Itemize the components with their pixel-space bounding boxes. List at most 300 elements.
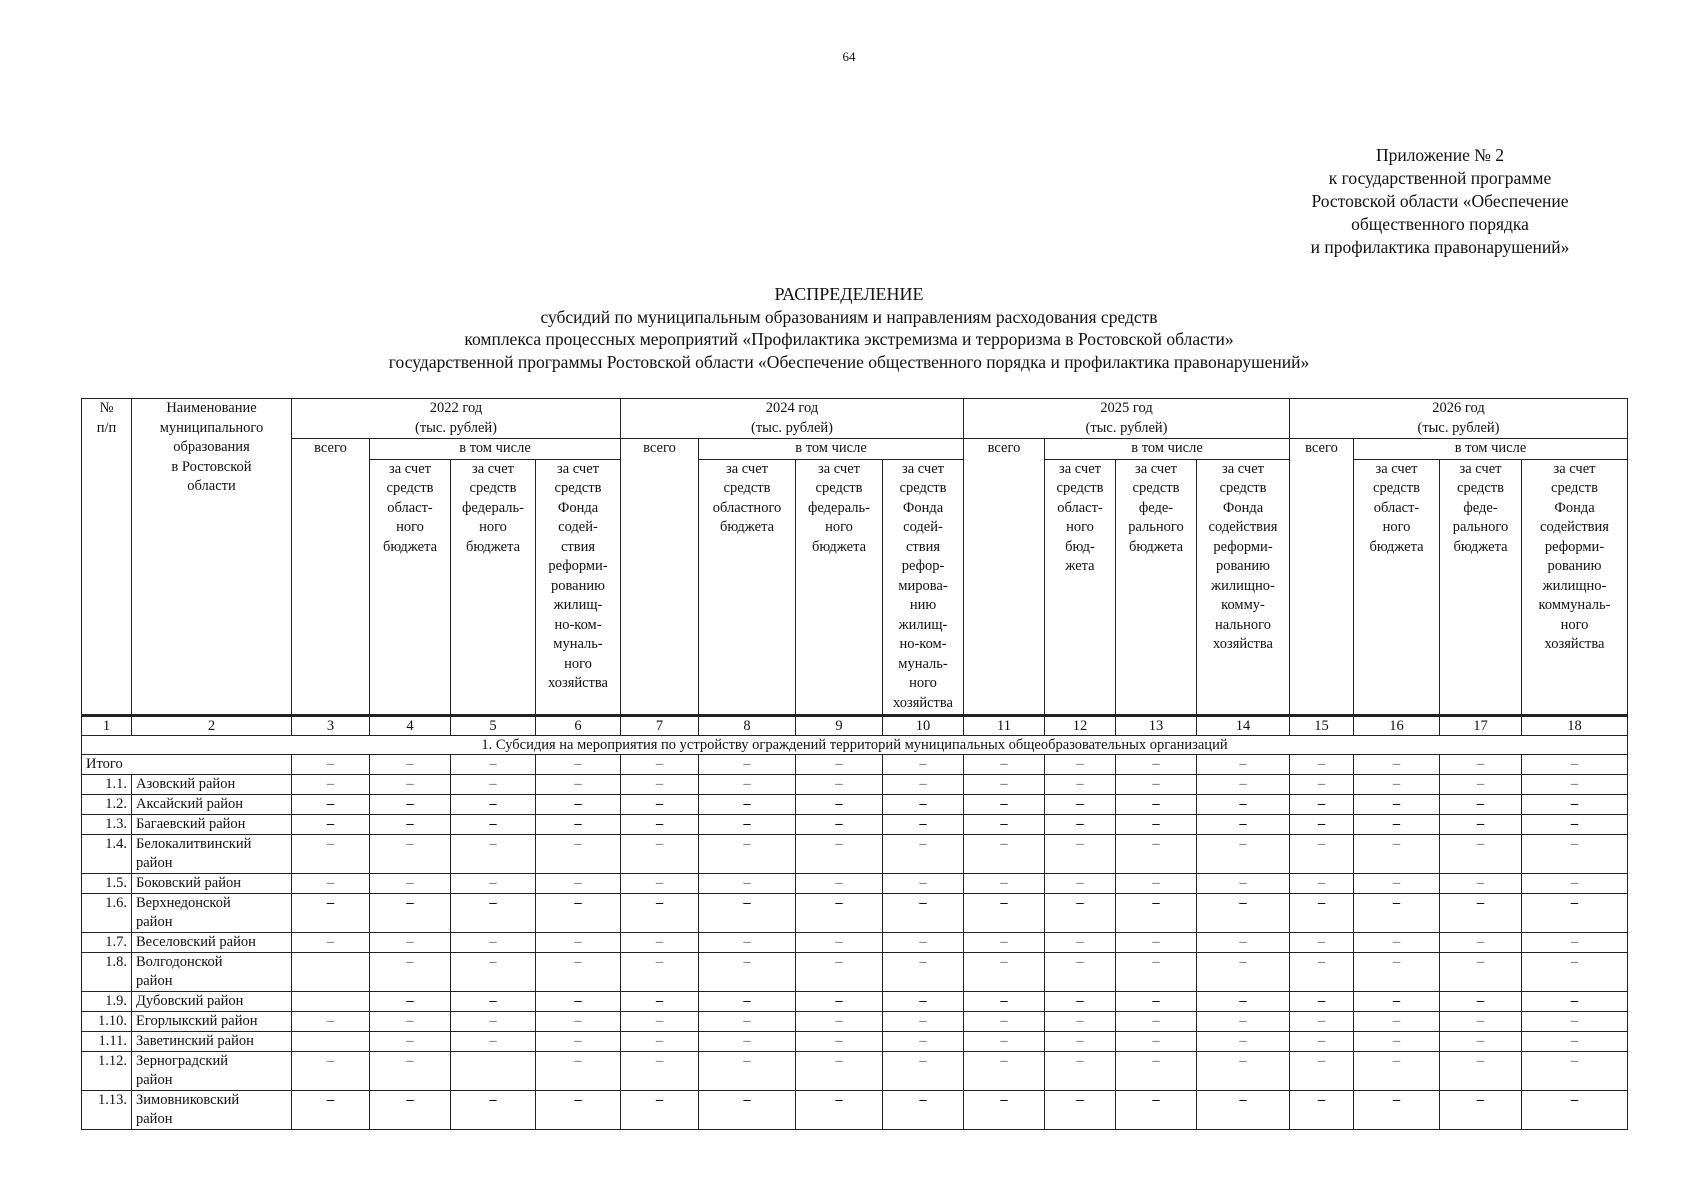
table-cell: – — [292, 1011, 370, 1031]
table-cell: – — [536, 1051, 621, 1090]
table-cell: – — [621, 1031, 699, 1051]
table-cell: – — [1522, 1031, 1628, 1051]
table-cell: – — [536, 952, 621, 991]
table-cell: – — [883, 814, 964, 834]
table-cell: – — [370, 814, 451, 834]
table-cell: – — [1522, 932, 1628, 952]
table-cell: – — [292, 1051, 370, 1090]
table-cell: – — [883, 754, 964, 774]
table-cell: – — [1354, 991, 1440, 1011]
table-cell: – — [1197, 1031, 1290, 1051]
table-cell: – — [1522, 1090, 1628, 1129]
table-cell: – — [796, 873, 883, 893]
table-cell: – — [1354, 1051, 1440, 1090]
row-district-name: Дубовский район — [132, 991, 292, 1011]
table-cell: – — [292, 1090, 370, 1129]
row-number: 1.12. — [82, 1051, 132, 1090]
table-cell: – — [1197, 1011, 1290, 1031]
table-cell: – — [621, 893, 699, 932]
column-number: 8 — [699, 715, 796, 735]
table-row — [82, 991, 1628, 1011]
table-row — [82, 1090, 1628, 1129]
table-cell: – — [964, 794, 1045, 814]
table-cell: – — [536, 932, 621, 952]
header-regional-budget: за счет средств областного бюджета — [699, 459, 796, 715]
table-cell: – — [370, 794, 451, 814]
table-cell: – — [1116, 1031, 1197, 1051]
table-cell: – — [621, 754, 699, 774]
table-cell: – — [536, 1090, 621, 1129]
table-cell: – — [699, 1051, 796, 1090]
column-number: 13 — [1116, 715, 1197, 735]
table-cell: – — [1197, 834, 1290, 873]
table-cell: – — [964, 1051, 1045, 1090]
table-cell: – — [964, 774, 1045, 794]
table-cell: – — [883, 794, 964, 814]
appendix-line: к государственной программе — [1328, 168, 1552, 188]
table-cell: – — [1522, 814, 1628, 834]
table-cell: – — [964, 952, 1045, 991]
table-row — [82, 932, 1628, 952]
header-total: всего — [621, 439, 699, 716]
row-number: 1.10. — [82, 1011, 132, 1031]
table-cell: – — [292, 774, 370, 794]
table-cell: – — [536, 1031, 621, 1051]
page-number: 64 — [842, 49, 856, 64]
table-cell: – — [1116, 893, 1197, 932]
table-cell: – — [1045, 774, 1116, 794]
column-number: 10 — [883, 715, 964, 735]
table-cell: – — [370, 873, 451, 893]
table-cell: – — [1045, 991, 1116, 1011]
table-cell: – — [1440, 834, 1522, 873]
table-cell: – — [621, 1011, 699, 1031]
table-cell: – — [1440, 873, 1522, 893]
table-cell: – — [621, 774, 699, 794]
table-cell — [292, 952, 370, 991]
row-district-name: Зерноградский район — [132, 1051, 292, 1090]
table-cell: – — [451, 932, 536, 952]
table-cell: – — [451, 1090, 536, 1129]
table-cell: – — [1290, 774, 1354, 794]
row-district-name: Егорлыкский район — [132, 1011, 292, 1031]
header-including: в том числе — [370, 439, 621, 460]
table-cell: – — [883, 932, 964, 952]
table-cell: – — [1440, 893, 1522, 932]
table-cell: – — [796, 774, 883, 794]
table-cell: – — [1522, 873, 1628, 893]
table-cell: – — [1290, 814, 1354, 834]
column-number: 17 — [1440, 715, 1522, 735]
table-cell: – — [451, 952, 536, 991]
table-cell: – — [292, 814, 370, 834]
table-row — [82, 774, 1628, 794]
table-cell: – — [1354, 893, 1440, 932]
table-cell: – — [621, 952, 699, 991]
table-cell: – — [1440, 1031, 1522, 1051]
table-cell: – — [1116, 1011, 1197, 1031]
column-number: 18 — [1522, 715, 1628, 735]
table-cell: – — [699, 814, 796, 834]
table-cell: – — [451, 774, 536, 794]
row-district-name: Верхнедонской район — [132, 893, 292, 932]
table-cell: – — [1116, 814, 1197, 834]
table-cell: – — [292, 932, 370, 952]
table-cell: – — [1116, 952, 1197, 991]
table-cell: – — [699, 834, 796, 873]
table-cell: – — [621, 932, 699, 952]
table-cell: – — [536, 834, 621, 873]
appendix-note — [1290, 144, 1590, 259]
row-number: 1.8. — [82, 952, 132, 991]
row-number: 1.5. — [82, 873, 132, 893]
table-cell: – — [1354, 794, 1440, 814]
table-cell: – — [621, 794, 699, 814]
table-cell: – — [1354, 932, 1440, 952]
row-district-name: Веселовский район — [132, 932, 292, 952]
table-cell: – — [1045, 1090, 1116, 1129]
header-regional-budget: за счет средств област- ного бюд- жета — [1045, 459, 1116, 715]
header-year-2022: 2022 год (тыс. рублей) — [292, 399, 621, 439]
header-federal-budget: за счет средств федераль- ного бюджета — [451, 459, 536, 715]
table-cell: – — [964, 754, 1045, 774]
table-cell: – — [1197, 952, 1290, 991]
table-cell: – — [796, 991, 883, 1011]
table-cell: – — [1045, 893, 1116, 932]
table-cell: – — [964, 893, 1045, 932]
table-cell: – — [964, 991, 1045, 1011]
table-cell: – — [370, 991, 451, 1011]
table-cell: – — [292, 794, 370, 814]
table-cell: – — [1045, 873, 1116, 893]
table-cell: – — [1522, 774, 1628, 794]
table-row — [82, 834, 1628, 873]
table-cell: – — [1290, 1011, 1354, 1031]
table-cell: – — [1045, 834, 1116, 873]
row-number: 1.4. — [82, 834, 132, 873]
table-cell: – — [883, 952, 964, 991]
table-cell: – — [1045, 794, 1116, 814]
column-number: 1 — [82, 715, 132, 735]
table-cell: – — [1440, 991, 1522, 1011]
header-including: в том числе — [1354, 439, 1628, 460]
table-row — [82, 1011, 1628, 1031]
table-cell: – — [451, 794, 536, 814]
table-cell: – — [451, 893, 536, 932]
table-cell: – — [1522, 1051, 1628, 1090]
table-cell: – — [1440, 774, 1522, 794]
table-cell: – — [536, 814, 621, 834]
table-cell: – — [1354, 754, 1440, 774]
table-cell: – — [1116, 834, 1197, 873]
table-cell: – — [292, 873, 370, 893]
table-cell: – — [1354, 1031, 1440, 1051]
row-number: 1.2. — [82, 794, 132, 814]
total-row — [82, 754, 1628, 774]
table-cell: – — [1290, 834, 1354, 873]
table-cell: – — [796, 754, 883, 774]
table-cell: – — [1522, 834, 1628, 873]
table-cell: – — [451, 814, 536, 834]
table-cell: – — [370, 1051, 451, 1090]
table-cell: – — [1440, 754, 1522, 774]
header-total: всего — [292, 439, 370, 716]
table-cell: – — [1290, 754, 1354, 774]
table-cell: – — [1290, 794, 1354, 814]
table-cell: – — [370, 834, 451, 873]
row-number: 1.3. — [82, 814, 132, 834]
table-cell: – — [1522, 1011, 1628, 1031]
table-cell: – — [964, 1090, 1045, 1129]
table-cell: – — [1116, 774, 1197, 794]
table-cell: – — [1197, 873, 1290, 893]
table-cell: – — [451, 1031, 536, 1051]
table-cell: – — [370, 1031, 451, 1051]
total-label: Итого — [82, 754, 292, 774]
section-title: 1. Субсидия на мероприятия по устройству ограждений территорий муниципальных общеобразовательных организаций — [82, 735, 1628, 754]
title-line: РАСПРЕДЕЛЕНИЕ — [774, 284, 924, 304]
table-cell: – — [883, 1090, 964, 1129]
header-housing-fund: за счет средств Фонда содей- ствия рефор- мирова- нию жилищ- но-ком- муналь- ного хозяйства — [883, 459, 964, 715]
header-housing-fund: за счет средств Фонда содействия реформи- рованию жилищно- коммуналь- ного хозяйства — [1522, 459, 1628, 715]
table-cell: – — [1290, 991, 1354, 1011]
table-cell: – — [1045, 754, 1116, 774]
table-cell: – — [1290, 873, 1354, 893]
table-cell: – — [883, 873, 964, 893]
header-including: в том числе — [699, 439, 964, 460]
table-row — [82, 794, 1628, 814]
table-cell: – — [1354, 814, 1440, 834]
row-number: 1.1. — [82, 774, 132, 794]
table-cell: – — [1045, 952, 1116, 991]
table-cell: – — [699, 952, 796, 991]
header-year-2026: 2026 год (тыс. рублей) — [1290, 399, 1628, 439]
table-cell: – — [1197, 794, 1290, 814]
appendix-line: общественного порядка — [1351, 214, 1529, 234]
table-cell: – — [1116, 754, 1197, 774]
table-cell: – — [796, 794, 883, 814]
table-cell: – — [796, 952, 883, 991]
table-cell: – — [451, 834, 536, 873]
table-cell: – — [1354, 774, 1440, 794]
appendix-line: Приложение № 2 — [1375, 145, 1505, 165]
row-district-name: Аксайский район — [132, 794, 292, 814]
table-row — [82, 893, 1628, 932]
table-cell: – — [1440, 814, 1522, 834]
column-number: 16 — [1354, 715, 1440, 735]
table-cell: – — [1290, 1031, 1354, 1051]
table-cell: – — [699, 932, 796, 952]
title-line: комплекса процессных мероприятий «Профилактика экстремизма и терроризма в Ростовской области» — [464, 329, 1234, 349]
table-cell: – — [292, 754, 370, 774]
table-cell: – — [699, 774, 796, 794]
table-cell: – — [1290, 1051, 1354, 1090]
table-cell: – — [796, 1031, 883, 1051]
appendix-line: Ростовской области «Обеспечение — [1311, 191, 1569, 211]
table-cell: – — [1440, 794, 1522, 814]
header-year-2024: 2024 год (тыс. рублей) — [621, 399, 964, 439]
table-cell: – — [964, 1031, 1045, 1051]
table-cell: – — [1440, 1011, 1522, 1031]
row-number: 1.11. — [82, 1031, 132, 1051]
title-line: субсидий по муниципальным образованиям и направлениям расходования средств — [540, 306, 1158, 327]
column-number-row — [82, 715, 1628, 735]
header-name: Наименование муниципального образования в Ростовской области — [132, 399, 292, 716]
document-title — [0, 283, 1698, 373]
table-cell: – — [536, 774, 621, 794]
table-cell: – — [621, 834, 699, 873]
table-cell: – — [1440, 1090, 1522, 1129]
column-number: 15 — [1290, 715, 1354, 735]
table-cell: – — [370, 1011, 451, 1031]
table-body — [82, 715, 1628, 1129]
column-number: 12 — [1045, 715, 1116, 735]
table-cell: – — [621, 814, 699, 834]
table-cell: – — [536, 1011, 621, 1031]
table-cell: – — [796, 932, 883, 952]
table-cell: – — [699, 893, 796, 932]
table-cell: – — [1290, 932, 1354, 952]
table-cell: – — [796, 1051, 883, 1090]
table-cell: – — [883, 774, 964, 794]
subsidy-table — [81, 398, 1628, 1130]
table-row — [82, 1031, 1628, 1051]
table-cell: – — [1522, 893, 1628, 932]
table-cell: – — [1290, 952, 1354, 991]
header-no: № п/п — [82, 399, 132, 716]
table-cell: – — [964, 834, 1045, 873]
table-cell: – — [883, 1051, 964, 1090]
table-cell: – — [1522, 952, 1628, 991]
table-cell: – — [699, 873, 796, 893]
column-number: 3 — [292, 715, 370, 735]
table-cell: – — [1197, 774, 1290, 794]
column-number: 4 — [370, 715, 451, 735]
row-district-name: Волгодонской район — [132, 952, 292, 991]
header-federal-budget: за счет средств феде- рального бюджета — [1440, 459, 1522, 715]
table-cell: – — [1197, 932, 1290, 952]
row-district-name: Боковский район — [132, 873, 292, 893]
row-number: 1.6. — [82, 893, 132, 932]
table-cell: – — [1522, 794, 1628, 814]
header-housing-fund: за счет средств Фонда содействия реформи- рованию жилищно- комму- нального хозяйства — [1197, 459, 1290, 715]
table-cell — [292, 991, 370, 1011]
table-cell: – — [699, 991, 796, 1011]
table-cell: – — [1197, 1051, 1290, 1090]
header-regional-budget: за счет средств област- ного бюджета — [370, 459, 451, 715]
table-cell: – — [964, 814, 1045, 834]
table-cell: – — [621, 873, 699, 893]
row-district-name: Заветинский район — [132, 1031, 292, 1051]
table-cell: – — [964, 1011, 1045, 1031]
table-cell: – — [964, 932, 1045, 952]
table-cell: – — [883, 991, 964, 1011]
header-year-2025: 2025 год (тыс. рублей) — [964, 399, 1290, 439]
table-cell: – — [451, 991, 536, 1011]
table-cell: – — [536, 893, 621, 932]
table-cell: – — [1354, 952, 1440, 991]
row-district-name: Азовский район — [132, 774, 292, 794]
table-cell: – — [883, 834, 964, 873]
table-cell: – — [796, 814, 883, 834]
table-cell: – — [1440, 952, 1522, 991]
table-cell: – — [292, 834, 370, 873]
table-cell: – — [699, 1090, 796, 1129]
table-cell: – — [370, 1090, 451, 1129]
column-number: 7 — [621, 715, 699, 735]
table-cell: – — [1440, 1051, 1522, 1090]
table-cell: – — [1354, 1011, 1440, 1031]
table-cell: – — [1197, 991, 1290, 1011]
title-line: государственной программы Ростовской области «Обеспечение общественного порядка и профилактика правонарушений» — [388, 351, 1310, 372]
column-number: 9 — [796, 715, 883, 735]
table-cell: – — [370, 774, 451, 794]
table-cell: – — [370, 893, 451, 932]
table-cell: – — [536, 873, 621, 893]
header-federal-budget: за счет средств федераль- ного бюджета — [796, 459, 883, 715]
table-cell: – — [1290, 893, 1354, 932]
table-cell: – — [883, 893, 964, 932]
table-cell — [451, 1051, 536, 1090]
table-cell: – — [1197, 893, 1290, 932]
column-number: 6 — [536, 715, 621, 735]
header-including: в том числе — [1045, 439, 1290, 460]
table-cell: – — [621, 991, 699, 1011]
row-district-name: Зимовниковский район — [132, 1090, 292, 1129]
table-row — [82, 873, 1628, 893]
table-cell: – — [796, 1011, 883, 1031]
row-district-name: Багаевский район — [132, 814, 292, 834]
column-number: 5 — [451, 715, 536, 735]
row-district-name: Белокалитвинский район — [132, 834, 292, 873]
column-number: 14 — [1197, 715, 1290, 735]
header-regional-budget: за счет средств област- ного бюджета — [1354, 459, 1440, 715]
table-cell: – — [699, 1011, 796, 1031]
table-cell: – — [370, 952, 451, 991]
table-cell — [292, 1031, 370, 1051]
table-cell: – — [1116, 991, 1197, 1011]
table-cell: – — [1290, 1090, 1354, 1129]
table-cell: – — [370, 932, 451, 952]
table-cell: – — [1045, 1011, 1116, 1031]
row-number: 1.9. — [82, 991, 132, 1011]
table-cell: – — [536, 991, 621, 1011]
row-number: 1.7. — [82, 932, 132, 952]
table-cell: – — [451, 1011, 536, 1031]
table-cell: – — [1045, 814, 1116, 834]
table-cell: – — [536, 794, 621, 814]
header-housing-fund: за счет средств Фонда содей- ствия реформи- рованию жилищ- но-ком- муналь- ного хозяйства — [536, 459, 621, 715]
header-total: всего — [1290, 439, 1354, 716]
table-cell: – — [1197, 814, 1290, 834]
table-cell: – — [883, 1031, 964, 1051]
table-cell: – — [1354, 873, 1440, 893]
table-cell: – — [1522, 754, 1628, 774]
table-row — [82, 952, 1628, 991]
row-number: 1.13. — [82, 1090, 132, 1129]
table-cell: – — [1116, 1090, 1197, 1129]
header-federal-budget: за счет средств феде- рального бюджета — [1116, 459, 1197, 715]
table-cell: – — [1354, 834, 1440, 873]
table-cell: – — [451, 873, 536, 893]
table-cell: – — [699, 754, 796, 774]
table-cell: – — [1116, 932, 1197, 952]
table-cell: – — [1116, 1051, 1197, 1090]
table-cell: – — [883, 1011, 964, 1031]
table-cell: – — [1045, 1051, 1116, 1090]
table-cell: – — [621, 1051, 699, 1090]
table-cell: – — [699, 794, 796, 814]
